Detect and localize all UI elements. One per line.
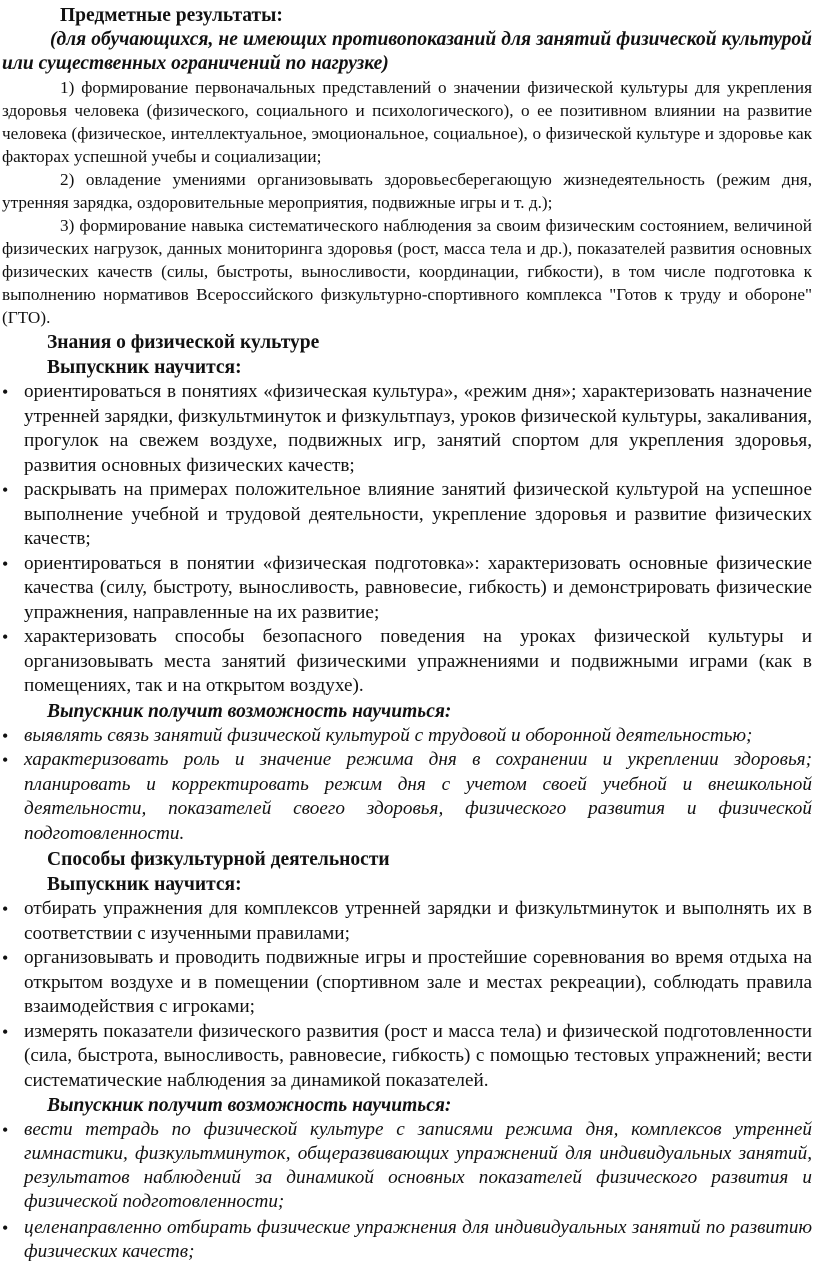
bullet-icon: • xyxy=(2,899,9,919)
bullet-icon: • xyxy=(2,480,9,500)
list-item-text: целенаправленно отбирать физические упражнения для индивидуальных занятий по развитию физических качеств; xyxy=(24,1217,812,1262)
list-item-text: характеризовать роль и значение режима дня в сохранении и укреплении здоровья; планировать и корректировать режим дня с учетом своей учебной и внешкольной деятельности, показателей своего здоровья, физического развития и физической подготовленности. xyxy=(24,749,812,844)
list-item xyxy=(2,552,812,626)
list-item-text: вести тетрадь по физической культуре с записями режима дня, комплексов утренней гимнастики, физкультминуток, общеразвивающих упражнений для индивидуальных занятий, результатов наблюдений за динамикой основных показателей физического развития и физической подготовленности; xyxy=(24,1119,812,1212)
list-item-text: измерять показатели физического развития (рост и масса тела) и физической подготовленности (сила, быстрота, выносливость, равновесие, гибкость) с помощью тестовых упражнений; вести систематические наблюдения за динамикой показателей. xyxy=(24,1020,812,1091)
opportunity-list-2 xyxy=(2,1118,812,1264)
section-title-methods: Способы физкультурной деятельности xyxy=(47,849,390,870)
list-item xyxy=(2,478,812,552)
bullet-icon: • xyxy=(2,382,9,402)
list-item-text: ориентироваться в понятии «физическая подготовка»: характеризовать основные физические качества (силу, быстроту, выносливость, равновесие, гибкость) и демонстрировать физические упражнения, направленные на их развитие; xyxy=(24,552,812,623)
list-item xyxy=(2,1020,812,1094)
opportunity-list-1 xyxy=(2,724,812,847)
bullet-icon: • xyxy=(2,1021,9,1042)
list-item xyxy=(2,724,812,749)
list-item xyxy=(2,1216,812,1264)
learn-heading-1: Выпускник научится: xyxy=(47,357,242,378)
list-item-text: ориентироваться в понятиях «физическая культура», «режим дня»; характеризовать назначение утренней зарядки, физкультминуток и физкультпауз, уроков физической культуры, закаливания, прогулок на свежем воздухе, подвижных игр, занятий спортом для укрепления здоровья, развития основных физических качеств; xyxy=(24,381,812,476)
list-item-text: выявлять связь занятий физической культурой с трудовой и оборонной деятельностью; xyxy=(24,724,753,746)
learn-list-1 xyxy=(2,380,812,699)
learn-heading-2: Выпускник научится: xyxy=(47,874,242,895)
page-heading: Предметные результаты: xyxy=(60,5,283,26)
page-subtitle: (для обучающихся, не имеющих противопоказаний для занятий физической культурой или существенных ограничений по нагрузке) xyxy=(2,29,812,74)
paragraph-3: 3) формирование навыка систематического наблюдения за своим физическим состоянием, величиной физических нагрузок, данных мониторинга здоровья (рост, масса тела и др.), показателей развития основных физических качеств (силы, быстроты, выносливости, координации, гибкости), в том числе подготовка к выполнению нормативов Всероссийского физкультурно-спортивного комплекса "Готов к труду и обороне" (ГТО). xyxy=(2,216,812,327)
bullet-icon: • xyxy=(2,948,9,968)
list-item xyxy=(2,380,812,478)
list-item xyxy=(2,1118,812,1214)
list-item-text: характеризовать способы безопасного поведения на уроках физической культуры и организовывать места занятий физическими упражнениями и подвижными играми (как в помещениях, так и на открытом воздухе). xyxy=(24,626,812,696)
list-item-text: организовывать и проводить подвижные игры и простейшие соревнования во время отдыха на открытом воздухе и в помещении (спортивном зале и местах рекреации), соблюдать правила взаимодействия с игроками; xyxy=(24,947,812,1017)
paragraph-2: 2) овладение умениями организовывать здоровьесберегающую жизнедеятельность (режим дня, утренняя зарядка, оздоровительные мероприятия, подвижные игры и т. д.); xyxy=(2,170,812,212)
bullet-icon: • xyxy=(2,1120,9,1140)
list-item-text: раскрывать на примерах положительное влияние занятий физической культурой на успешное выполнение учебной и трудовой деятельности, укрепление здоровья и развитие физических качеств; xyxy=(24,479,812,549)
list-item xyxy=(2,748,812,846)
paragraph-1: 1) формирование первоначальных представлений о значении физической культуры для укрепления здоровья человека (физического, социального и психологического), о ее позитивном влиянии на развитие человека (физическое, интеллектуальное, эмоциональное, социальное), о физической культуре и здоровье как факторах успешной учебы и социализации; xyxy=(2,78,812,166)
list-item xyxy=(2,625,812,699)
bullet-icon: • xyxy=(2,553,9,574)
bullet-icon: • xyxy=(2,1218,9,1238)
list-item xyxy=(2,897,812,946)
section-title-knowledge: Знания о физической культуре xyxy=(47,332,320,353)
opportunity-heading-2: Выпускник получит возможность научиться: xyxy=(47,1095,452,1116)
list-item xyxy=(2,946,812,1020)
list-item-text: отбирать упражнения для комплексов утренней зарядки и физкультминуток и выполнять их в соответствии с изученными правилами; xyxy=(24,898,812,944)
learn-list-2 xyxy=(2,897,812,1093)
opportunity-heading-1: Выпускник получит возможность научиться: xyxy=(47,700,452,722)
bullet-icon: • xyxy=(2,750,9,770)
bullet-icon: • xyxy=(2,725,9,746)
bullet-icon: • xyxy=(2,627,9,647)
